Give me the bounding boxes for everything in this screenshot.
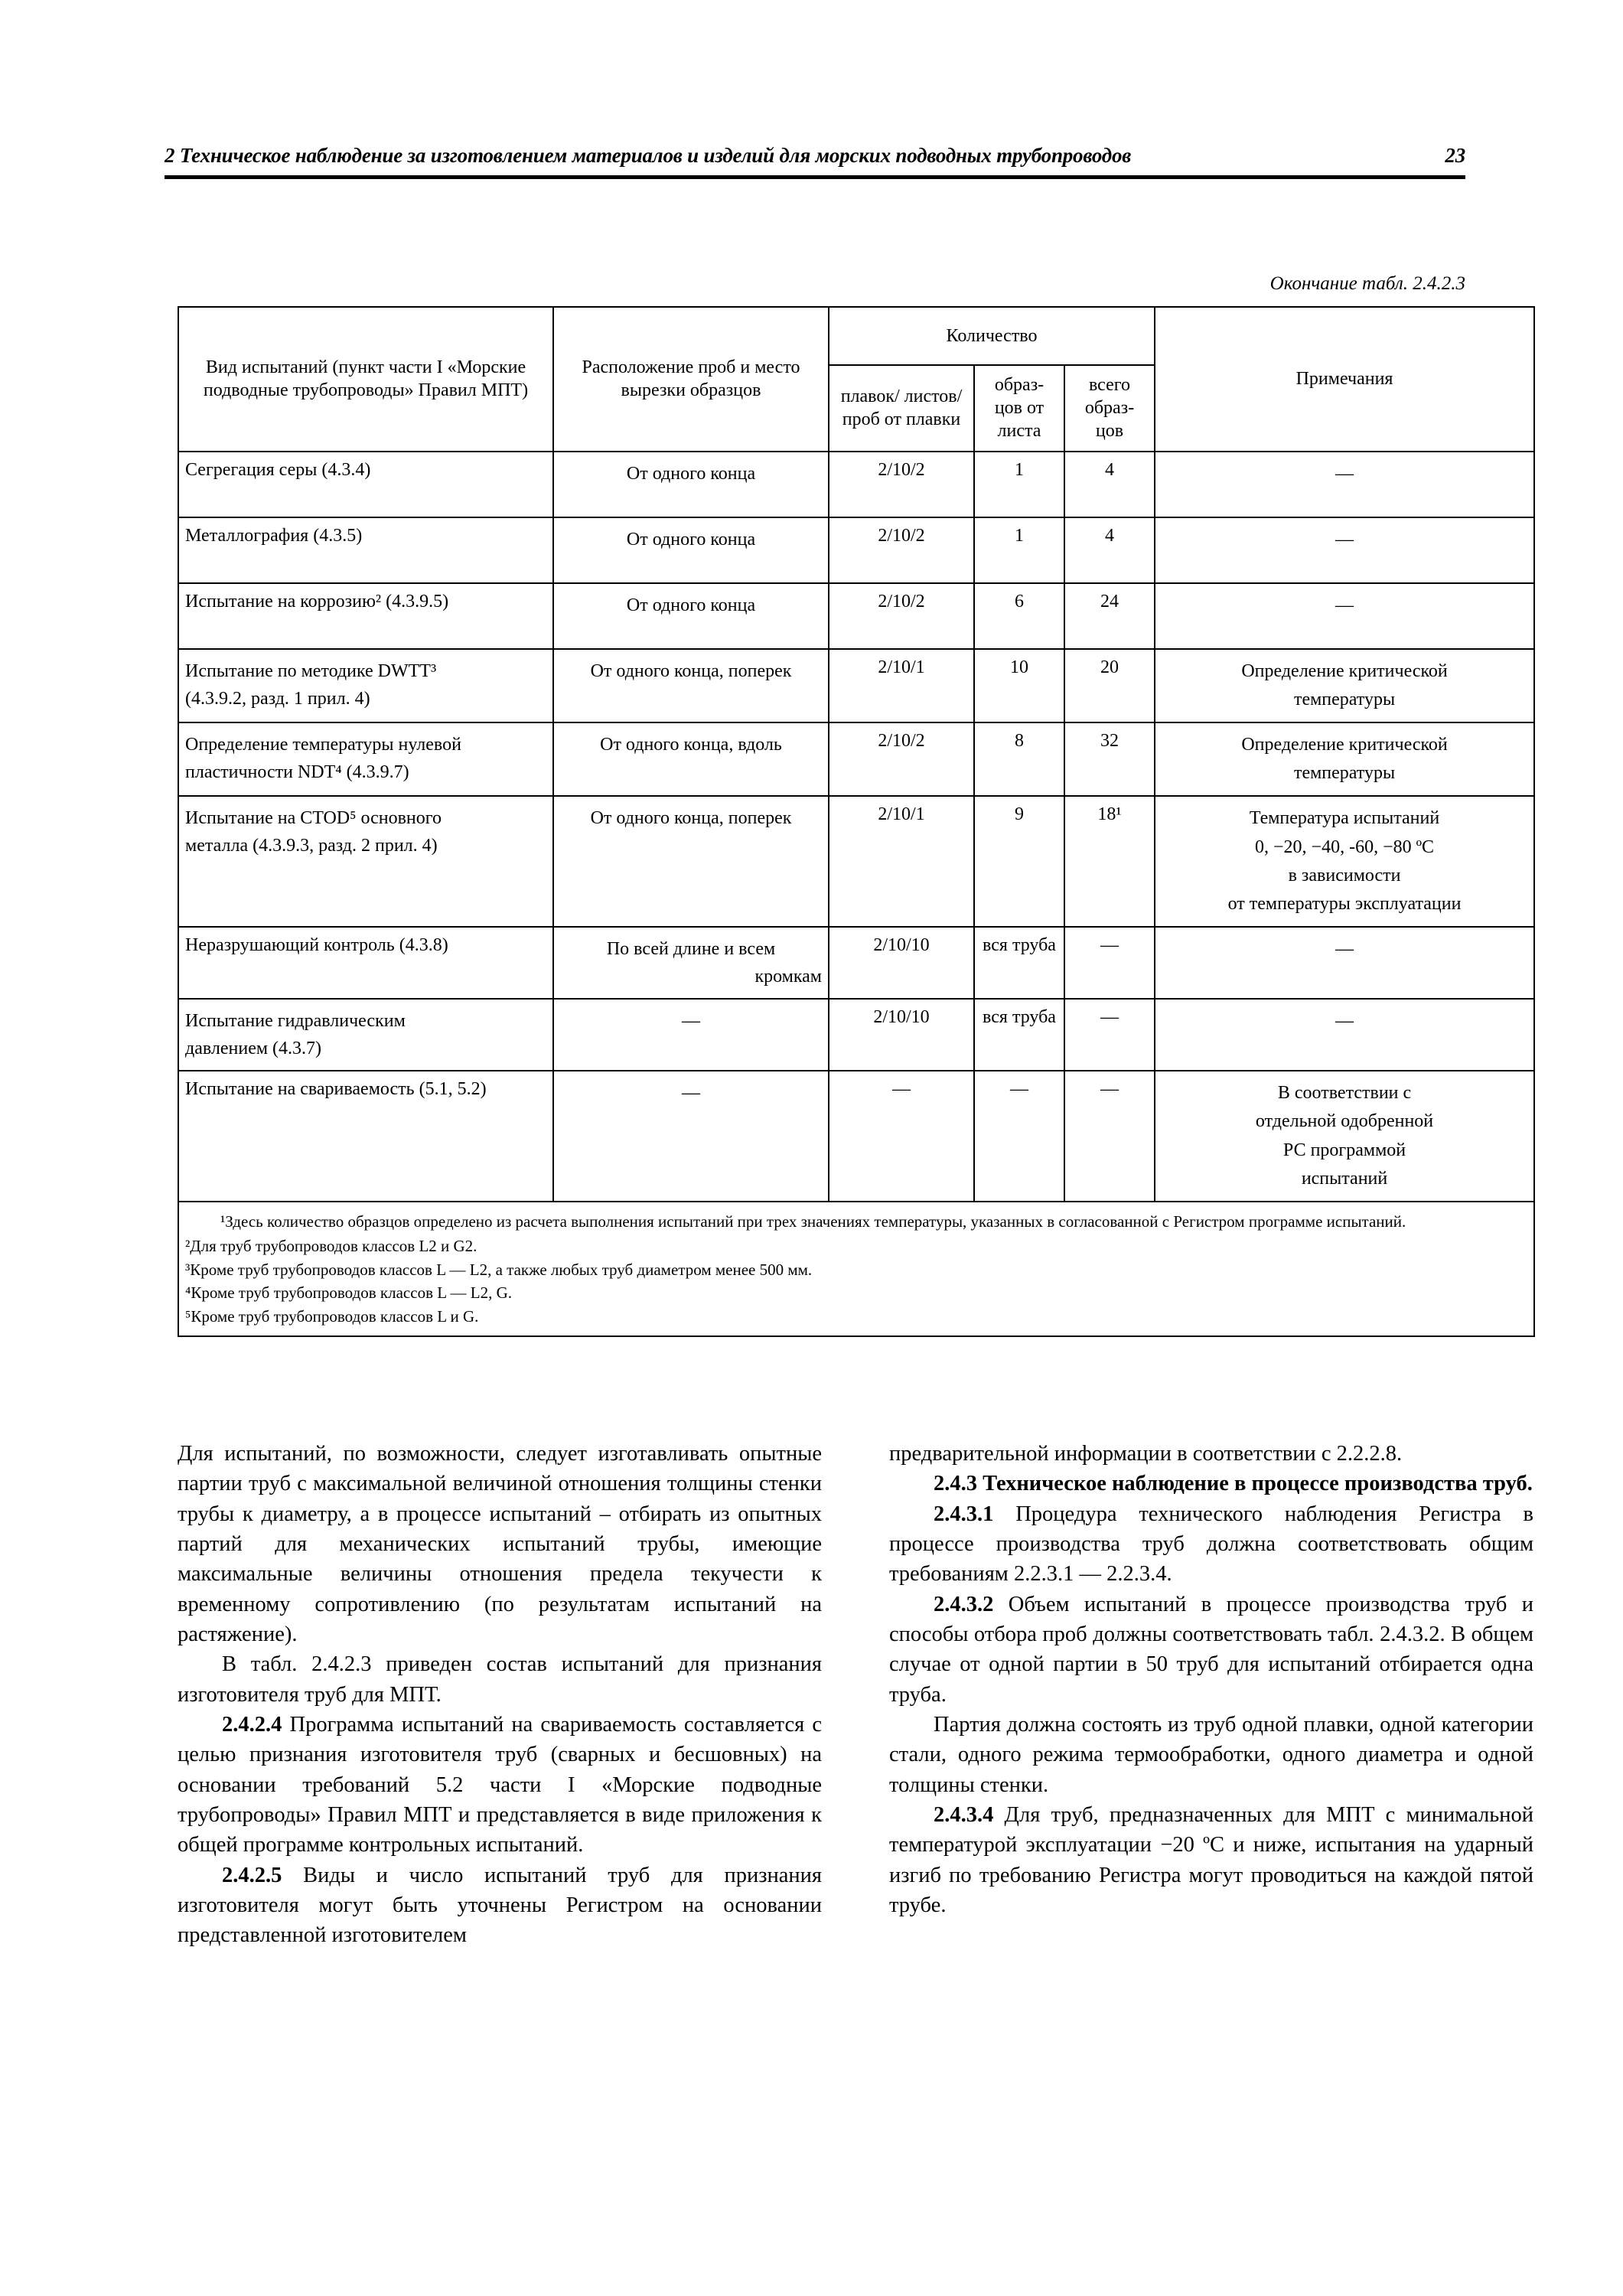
paragraph: 2.4.2.5 Виды и число испытаний труб для признания изготовителя могут быть уточнены Регистром на основании представленной изготовителем — [178, 1863, 822, 1948]
table-footnotes — [178, 1202, 1534, 1336]
cell-samples — [974, 999, 1064, 1071]
column-right — [889, 1439, 1533, 1951]
body-text — [178, 1439, 1533, 1951]
cell-notes-line2: отдельной одобренной — [1255, 1111, 1434, 1132]
cell-samples: 10 — [974, 649, 1064, 722]
table-body — [178, 452, 1534, 1336]
cell-location: От одного конца, вдоль — [553, 722, 829, 796]
footnote-1: ¹Здесь количество образцов определено из расчета выполнения испытаний при трех значениях температуры, указанных в согласованной с Регистром программе испытаний. — [220, 1212, 1406, 1231]
cell-heats: — — [829, 1071, 974, 1202]
cell-heats: 2/10/2 — [829, 722, 974, 796]
table-row — [178, 999, 1534, 1071]
cell-samples — [974, 927, 1064, 999]
cell-notes: — — [1155, 452, 1534, 517]
header-total-line2: образ- — [1084, 398, 1135, 419]
paragraph: 2.4.3.2 Объем испытаний в процессе производства труб и способы отбора проб должны соответствовать табл. 2.4.3.2. В общем случае от одной партии в 50 труб для испытаний отбирается одна труба. — [889, 1592, 1533, 1707]
footnote-4: ⁴Кроме труб трубопроводов классов L — L2, G. — [185, 1283, 513, 1303]
cell-notes: — — [1155, 927, 1534, 999]
cell-samples-line2: труба — [1012, 935, 1056, 956]
table-row — [178, 517, 1534, 583]
header-kind — [178, 307, 553, 452]
table-footnotes-row — [178, 1202, 1534, 1336]
header-heats-line1: плавок/ — [840, 386, 900, 407]
cell-heats: 2/10/1 — [829, 796, 974, 927]
header-heats-line2: листов/проб — [842, 386, 963, 430]
header-total-line1: всего — [1088, 375, 1131, 395]
table-header — [178, 307, 1534, 452]
header-quantity: Количество — [829, 307, 1155, 365]
cell-notes-line1: Температура испытаний — [1249, 808, 1440, 829]
cell-total: 4 — [1064, 452, 1155, 517]
table-row — [178, 583, 1534, 649]
cell-notes-line1: Определение критической — [1241, 735, 1448, 755]
table-row — [178, 1071, 1534, 1202]
cell-samples-line1: вся — [983, 1007, 1008, 1028]
cell-samples: 9 — [974, 796, 1064, 927]
cell-location: От одного конца — [553, 517, 829, 583]
cell-location: От одного конца, поперек — [553, 649, 829, 722]
header-location — [553, 307, 829, 452]
tests-table — [178, 306, 1535, 1337]
paragraph: Для испытаний, по возможности, следует изготавливать опытные партии труб с максимальной величиной отношения толщины стенки трубы к диаметру, а в процессе испытаний – отбирать из опытных партий для механических испытаний трубы, имеющие максимальные величины отношения предела текучести к временному сопротивлению (по результатам испытаний на растяжение). — [178, 1442, 822, 1646]
cell-kind — [178, 796, 553, 927]
cell-notes-line2: 0, −20, −40, -60, −80 ºC — [1255, 837, 1435, 857]
cell-notes-line4: от температуры эксплуатации — [1227, 894, 1462, 915]
header-kind-line3: подводные трубопроводы» — [203, 380, 414, 401]
header-location-line3: вырезки образцов — [621, 380, 761, 401]
cell-heats: 2/10/2 — [829, 452, 974, 517]
cell-heats: 2/10/1 — [829, 649, 974, 722]
cell-heats: 2/10/10 — [829, 999, 974, 1071]
cell-kind: Испытание на свариваемость (5.1, 5.2) — [178, 1071, 553, 1202]
cell-samples: 6 — [974, 583, 1064, 649]
cell-notes — [1155, 796, 1534, 927]
cell-total: — — [1064, 1071, 1155, 1202]
table-row — [178, 722, 1534, 796]
cell-kind-line2: (4.3.9.2, разд. 1 прил. 4) — [185, 688, 370, 709]
cell-heats: 2/10/2 — [829, 583, 974, 649]
header-location-line1: Расположение — [582, 357, 694, 378]
cell-notes-line1: В соответствии с — [1277, 1083, 1412, 1104]
header-kind-line1: Вид испытаний — [205, 357, 328, 378]
cell-notes: — — [1155, 999, 1534, 1071]
cell-location-line2: кромкам — [754, 967, 822, 987]
table-caption: Окончание табл. 2.4.2.3 — [1269, 273, 1465, 294]
cell-notes — [1155, 1071, 1534, 1202]
running-head-title: 2 Техническое наблюдение за изготовлением материалов и изделий для морских подводных трубопроводов — [165, 144, 1132, 167]
table-header-row-1 — [178, 307, 1534, 365]
header-total-samples — [1064, 365, 1155, 452]
footnote-2: ²Для труб трубопроводов классов L2 и G2. — [185, 1237, 477, 1256]
cell-notes-line2: температуры — [1293, 689, 1396, 709]
header-samples-line2: цов от — [994, 398, 1045, 419]
cell-notes-line3: в зависимости — [1288, 865, 1401, 885]
paragraph: 2.4.3.1 Процедура технического наблюдения Регистра в процессе производства труб должна соответствовать общим требованиям 2.2.3.1 — 2.2.3.4. — [889, 1502, 1533, 1587]
cell-total: 4 — [1064, 517, 1155, 583]
cell-total: 18¹ — [1064, 796, 1155, 927]
table-row — [178, 452, 1534, 517]
running-head-rule — [165, 175, 1465, 179]
header-notes: Примечания — [1155, 307, 1534, 452]
cell-total: 20 — [1064, 649, 1155, 722]
table-container — [178, 306, 1533, 1337]
cell-samples: — — [974, 1071, 1064, 1202]
cell-kind-line2: пластичности NDT⁴ (4.3.9.7) — [185, 762, 409, 783]
header-heats — [829, 365, 974, 452]
cell-samples-line1: вся — [983, 935, 1008, 956]
cell-samples-line2: труба — [1012, 1007, 1056, 1028]
paragraph: В табл. 2.4.2.3 приведен состав испытаний для признания изготовителя труб для МПТ. — [178, 1652, 822, 1707]
header-total-line3: цов — [1095, 421, 1124, 442]
cell-kind: Металлография (4.3.5) — [178, 517, 553, 583]
cell-notes — [1155, 649, 1534, 722]
cell-location-line1: По всей длине и всем — [606, 939, 776, 960]
cell-notes — [1155, 722, 1534, 796]
header-kind-line4: Правил МПТ) — [418, 380, 529, 401]
cell-samples: 1 — [974, 452, 1064, 517]
cell-notes-line1: Определение критической — [1241, 660, 1448, 681]
table-row — [178, 796, 1534, 927]
paragraph: 2.4.2.4 Программа испытаний на свариваемость составляется с целью признания изготовителя труб (сварных и бесшовных) на основании требований 5.2 части I «Морские подводные трубопроводы» Правил МПТ и представляется в виде приложения к общей программе контрольных испытаний. — [178, 1712, 822, 1857]
header-kind-line2: (пункт части I «Морские — [332, 357, 526, 378]
header-samples-line3: листа — [997, 421, 1041, 442]
page-number: 23 — [1445, 144, 1465, 167]
header-samples-per-sheet — [974, 365, 1064, 452]
cell-kind-line2: металла (4.3.9.3, разд. 2 прил. 4) — [185, 836, 438, 856]
paragraph: 2.4.3 Техническое наблюдение в процессе производства труб. — [934, 1472, 1533, 1496]
cell-kind — [178, 722, 553, 796]
cell-kind — [178, 649, 553, 722]
footnote-3: ³Кроме труб трубопроводов классов L — L2, а также любых труб диаметром менее 500 мм. — [185, 1260, 813, 1279]
footnote-5: ⁵Кроме труб трубопроводов классов L и G. — [185, 1306, 479, 1326]
cell-notes-line3: РС программой — [1282, 1140, 1406, 1160]
paragraph: предварительной информации в соответствии с 2.2.2.8. — [889, 1442, 1403, 1466]
cell-total: — — [1064, 927, 1155, 999]
header-location-line2: проб и место — [698, 357, 800, 378]
cell-kind-line2: давлением (4.3.7) — [185, 1039, 322, 1059]
paragraph: 2.4.3.4 Для труб, предназначенных для МПТ с минимальной температурой эксплуатации −20 ºC и ниже, испытания на ударный изгиб по требованию Регистра могут проводиться на каждой пятой трубе. — [889, 1802, 1533, 1917]
cell-kind — [178, 999, 553, 1071]
cell-kind-line1: Испытание по методике DWTT³ — [185, 660, 437, 681]
cell-heats: 2/10/2 — [829, 517, 974, 583]
cell-notes-line2: температуры — [1293, 763, 1396, 784]
cell-kind: Неразрушающий контроль (4.3.8) — [178, 927, 553, 999]
cell-location: От одного конца — [553, 452, 829, 517]
cell-kind: Испытание на коррозию² (4.3.9.5) — [178, 583, 553, 649]
cell-total: 24 — [1064, 583, 1155, 649]
cell-kind-line1: Определение температуры нулевой — [185, 735, 461, 755]
header-heats-line3: от плавки — [884, 409, 961, 430]
cell-kind-line1: Испытание гидравлическим — [185, 1011, 406, 1032]
paragraph: Партия должна состоять из труб одной плавки, одной категории стали, одного режима термообработки, одного диаметра и одной толщины стенки. — [889, 1712, 1533, 1797]
table-row — [178, 649, 1534, 722]
table-row — [178, 927, 1534, 999]
cell-samples: 1 — [974, 517, 1064, 583]
cell-total: 32 — [1064, 722, 1155, 796]
cell-kind: Сегрегация серы (4.3.4) — [178, 452, 553, 517]
cell-samples: 8 — [974, 722, 1064, 796]
column-left — [178, 1439, 822, 1951]
cell-kind-line1: Испытание на CTOD⁵ основного — [185, 808, 442, 829]
cell-location: От одного конца — [553, 583, 829, 649]
cell-location — [553, 927, 829, 999]
cell-heats: 2/10/10 — [829, 927, 974, 999]
cell-location: От одного конца, поперек — [553, 796, 829, 927]
cell-total: — — [1064, 999, 1155, 1071]
cell-location: — — [553, 1071, 829, 1202]
cell-location: — — [553, 999, 829, 1071]
cell-notes-line4: испытаний — [1301, 1168, 1388, 1189]
running-head — [165, 144, 1465, 168]
cell-notes: — — [1155, 583, 1534, 649]
cell-notes: — — [1155, 517, 1534, 583]
header-samples-line1: образ- — [994, 375, 1045, 395]
